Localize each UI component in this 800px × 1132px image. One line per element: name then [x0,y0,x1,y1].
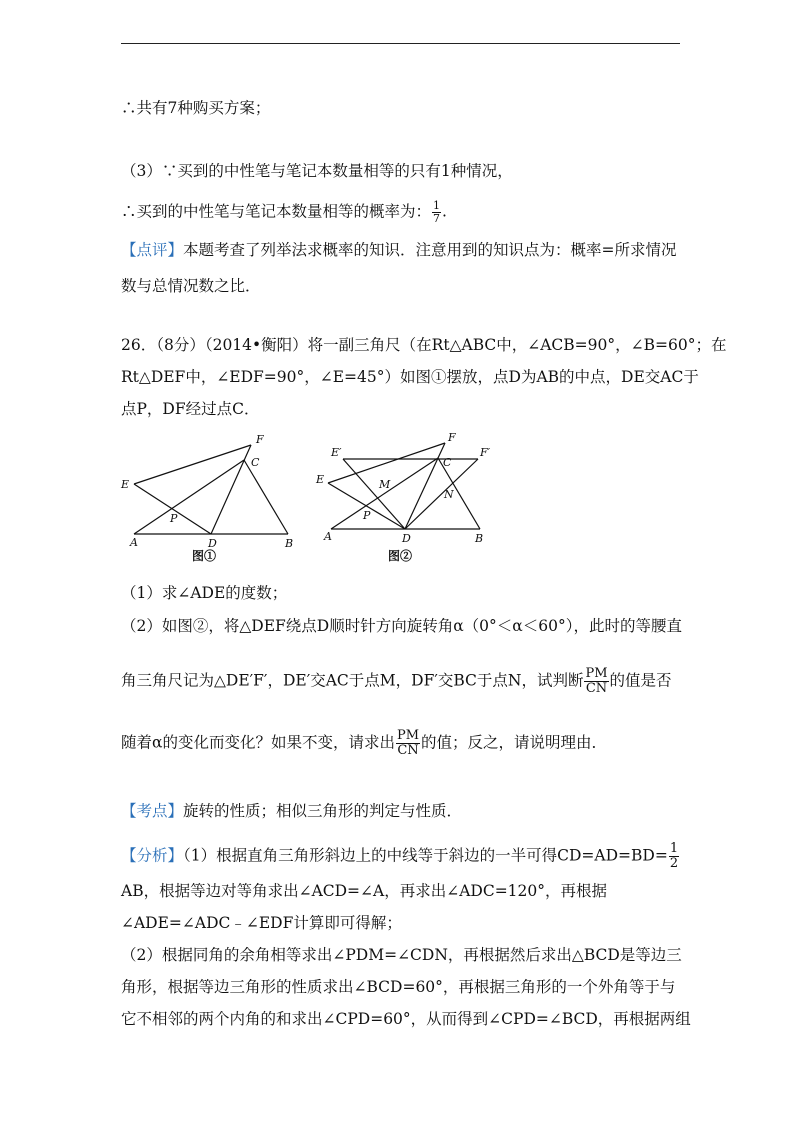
fig2-label-A: A [324,530,332,543]
comment-tag: 【点评】 [121,241,184,259]
question-line: 26．（8分）（2014•衡阳）将一副三角尺（在Rt△ABC中，∠ACB=90°，∠B=60°；在 [121,336,727,354]
comment-line: 【点评】本题考查了列举法求概率的知识．注意用到的知识点为：概率=所求情况 [121,241,677,259]
text-line: ∴共有7种购买方案； [121,99,271,117]
fig1-label-D: D [208,537,217,550]
comment-line: 数与总情况数之比． [121,277,261,295]
header-rule [121,43,680,44]
fig2-label-P: P [363,509,371,522]
geometry-figure [118,428,508,568]
fig1-label-B: B [285,537,294,550]
fig2-label-B: B [475,532,484,545]
fig1-label-F: F [256,433,264,446]
figure-2 [328,443,480,529]
figure-1 [134,445,288,534]
fenxi-line: 它不相邻的两个内角的和求出∠CPD=60°，从而得到∠CPD=∠BCD，再根据两组 [121,1010,691,1028]
fig1-label-E: E [121,478,130,491]
fenxi-tag: 【分析】 [121,846,184,865]
fig1-caption: 图① [192,549,217,563]
text-line: （3）∵买到的中性笔与笔记本数量相等的只有1种情况， [121,162,513,180]
fig2-label-C: C [443,456,452,469]
kaodian-tag: 【考点】 [121,802,184,820]
text-line: ∴买到的中性笔与笔记本数量相等的概率为： $\frac{1}{7}$ . [121,199,447,225]
sub-question-line: （2）如图②，将△DEF绕点D顺时针方向旋转角α（0°＜α＜60°），此时的等腰直 [121,617,682,635]
sub-question-line: （1）求∠ADE的度数； [121,584,288,602]
fig2-caption: 图② [388,549,413,563]
fig2-label-E: E [316,473,325,486]
sub-question-line: 随着α的变化而变化？如果不变，请求出 $\frac{PM}{CN}$ 的值；反之，请说明理由． [121,728,608,758]
fig2-label-F: F [448,431,456,444]
fig2-label-F-prime: F′ [480,446,491,459]
fig2-label-M: M [379,478,391,491]
fig2-label-D: D [402,532,411,545]
fraction-one-seventh: $\frac{1}{7}$ [433,199,441,225]
fraction-pm-cn: $\frac{PM}{CN}$ [585,666,608,696]
question-line: 点P，DF经过点C． [121,400,260,418]
fig1-label-C: C [251,456,260,469]
fig2-label-N: N [444,488,454,501]
fraction-one-half: $\frac{1}{2}$ [669,841,679,871]
fig2-label-E-prime: E′ [331,446,342,459]
question-line: Rt△DEF中，∠EDF=90°，∠E=45°）如图①摆放，点D为AB的中点，DE交AC于 [121,368,699,386]
fig1-label-A: A [130,536,138,549]
fenxi-line: AB，根据等边对等角求出∠ACD=∠A，再求出∠ADC=120°，再根据 [121,882,608,900]
sub-question-line: 角三角尺记为△DE′F′，DE′交AC于点M，DF′交BC于点N，试判断 $\frac{PM}{CN}$ 的值是否 [121,666,672,696]
fenxi-line: 【分析】（1）根据直角三角形斜边上的中线等于斜边的一半可得CD=AD=BD= $\frac{1}{2}$ [121,841,679,871]
fenxi-line: （2）根据同角的余角相等求出∠PDM=∠CDN，再根据然后求出△BCD是等边三 [121,946,682,964]
kaodian-line: 【考点】旋转的性质；相似三角形的判定与性质． [121,802,463,820]
fenxi-line: ∠ADE=∠ADC﹣∠EDF计算即可得解； [121,914,402,932]
fenxi-line: 角形，根据等边三角形的性质求出∠BCD=60°，再根据三角形的一个外角等于与 [121,978,676,996]
fraction-pm-cn: $\frac{PM}{CN}$ [396,728,420,758]
fig1-label-P: P [170,512,178,525]
